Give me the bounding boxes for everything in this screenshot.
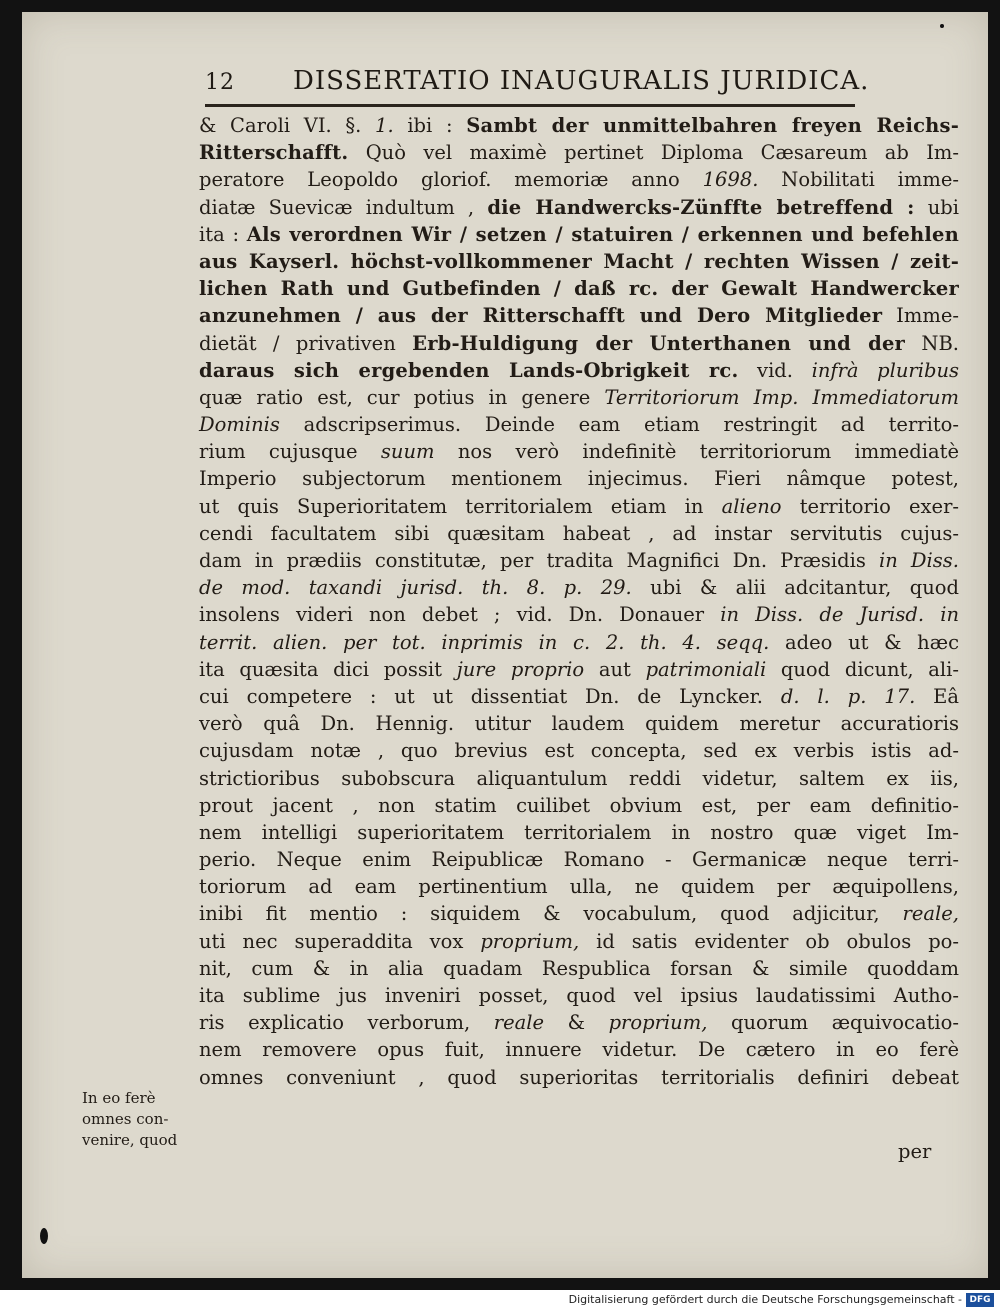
text-line [199,574,959,601]
text-segment: uti nec superaddita vox [199,929,481,953]
text-line [199,846,959,873]
text-line [199,955,959,982]
italic-text: 1698. [702,168,759,192]
text-segment: toriorum ad eam pertinentium ulla, ne quidem per æquipollens, [199,875,959,899]
text-line [199,656,959,683]
text-segment: ita sublime jus inveniri posset, quod vel ipsius laudatissimi Autho- [199,984,959,1007]
text-segment: & [544,1011,609,1035]
text-segment: ubi & alii adcitantur, quod [631,576,959,600]
text-line [199,547,959,574]
italic-text: territ. alien. per tot. inprimis in c. 2. th. 4. seqq. [199,630,770,654]
text-line [199,112,959,139]
ink-blot [40,1228,48,1244]
text-segment: Eâ [915,684,960,708]
text-line [199,737,959,764]
text-segment: nit, cum & in alia quadam Respublica forsan & simile quoddam [199,956,959,980]
text-line [199,765,959,792]
text-segment: quorum æquivocatio- [707,1011,959,1035]
text-segment: ibi : [393,114,467,137]
text-segment: territorio exer- [781,494,959,518]
italic-text: patrimoniali [645,657,767,681]
text-line [199,900,959,927]
text-segment: prout jacent , non statim cuilibet obvium est, per eam definitio- [199,793,959,817]
italic-text: 1. [375,114,394,137]
text-line [199,792,959,819]
text-segment: Imme- [882,304,959,328]
text-line [199,601,959,628]
text-segment: cui competere : ut ut dissentiat Dn. de Lyncker. [199,684,781,708]
text-segment: ita quæsita dici possit [199,657,457,681]
text-line [199,819,959,846]
text-segment: verò quâ Dn. Hennig. utitur laudem quidem meretur accuratioris [199,712,959,736]
text-line [199,302,959,329]
text-line [199,873,959,900]
page-title: DISSERTATIO INAUGURALIS JURIDICA. [293,66,870,96]
italic-text: in Diss. de Jurisd. in [720,603,959,627]
text-segment: inibi fit mentio : siquidem & vocabulum, quod adjicitur, [199,902,903,926]
text-line [199,330,959,357]
text-segment: strictioribus subobscura aliquantulum reddi videtur, saltem ex iis, [199,766,959,790]
text-line [199,166,959,193]
text-line [199,465,959,492]
fraktur-text: Ritterschafft. [199,141,349,165]
text-line [199,275,959,302]
margin-note-line: In eo ferè [82,1089,156,1107]
digitization-credit: Digitalisierung gefördert durch die Deutsche Forschungsgemeinschaft - [568,1293,962,1306]
ink-mark [940,24,944,28]
text-line [199,1036,959,1063]
text-line [199,438,959,465]
text-segment: & Caroli VI. §. [199,114,376,137]
fraktur-text: aus Kayserl. höchst-vollkommener Macht / rechten Wissen / zeit- [199,249,959,273]
text-segment: peratore Leopoldo gloriof. memoriæ anno [199,168,703,192]
text-line [199,493,959,520]
text-segment: nos verò indefinitè territoriorum immediatè [434,440,959,464]
text-line [199,357,959,384]
fraktur-text: lichen Rath und Gutbefinden / daß rc. der Gewalt Handwercker [199,277,959,301]
text-segment: ita : [199,222,247,246]
text-line [199,139,959,166]
text-line [199,248,959,275]
text-segment: rium cujusque [199,440,381,464]
italic-text: alieno [721,494,782,518]
footer-bar [0,1290,1000,1311]
text-segment: cujusdam notæ , quo brevius est concepta, sed ex verbis istis ad- [199,739,959,763]
main-text-block [199,112,959,1091]
text-segment: dam in prædiis constitutæ, per tradita Magnifici Dn. Præsidis [199,549,880,572]
text-line [199,982,959,1009]
text-segment: cendi facultatem sibi quæsitam habeat , ad instar servitutis cujus- [199,521,959,545]
catchword: per [898,1140,932,1163]
italic-text: infrà pluribus [811,358,960,382]
text-segment: Nobilitati imme- [758,168,960,192]
italic-text: d. l. p. 17. [780,684,916,708]
dfg-logo: DFG [966,1293,994,1307]
text-segment: vid. [738,358,812,382]
italic-text: Territoriorum Imp. Immediatorum [604,385,960,409]
fraktur-text: daraus sich ergebenden Lands-Obrigkeit rc. [199,358,739,382]
italic-text: proprium, [480,929,580,953]
text-line [199,221,959,248]
text-line [199,710,959,737]
text-segment: adeo ut & hæc [769,630,959,654]
fraktur-text: Als verordnen Wir / setzen / statuiren / erkennen und befehlen [246,222,959,246]
italic-text: Dominis [199,413,280,437]
text-line [199,1064,959,1091]
page-number: 12 [205,70,235,95]
text-segment: Quò vel maximè pertinet Diploma Cæsareum ab Im- [348,141,959,165]
italic-text: reale [493,1011,545,1035]
margin-note-line: venire, quod [82,1131,178,1149]
text-line [199,928,959,955]
italic-text: suum [380,440,435,464]
italic-text: de mod. taxandi jurisd. th. 8. p. 29. [199,576,632,600]
text-segment: ubi [914,195,959,219]
text-segment: quæ ratio est, cur potius in genere [199,385,605,409]
header-rule [205,104,855,107]
italic-text: jure proprio [456,657,585,681]
fraktur-text: anzunehmen / aus der Ritterschafft und Dero Mitglieder [199,304,883,328]
fraktur-text: Erb-Huldigung der Unterthanen und der [412,331,906,355]
text-segment: dietät / privativen [199,331,413,355]
text-line [199,194,959,221]
text-segment: ut quis Superioritatem territorialem etiam in [199,494,722,518]
text-line [199,411,959,438]
text-segment: perio. Neque enim Reipublicæ Romano - Germanicæ neque terri- [199,848,959,872]
italic-text: proprium, [608,1011,708,1035]
margin-note-line: omnes con- [82,1110,169,1128]
text-segment: nem removere opus fuit, innuere videtur. De cætero in eo ferè [199,1038,959,1062]
text-segment: nem intelligi superioritatem territorialem in nostro quæ viget Im- [199,820,959,844]
margin-note [82,1088,202,1151]
text-line [199,1009,959,1036]
text-segment: insolens videri non debet ; vid. Dn. Donauer [199,603,721,627]
running-head [205,66,870,96]
text-segment: diatæ Suevicæ indultum , [199,195,488,219]
text-segment: Imperio subjectorum mentionem injecimus. Fieri nâmque potest, [199,467,959,491]
text-line [199,384,959,411]
text-segment: aut [584,657,646,681]
text-segment: NB. [905,331,960,355]
text-segment: quod dicunt, ali- [766,657,959,681]
text-segment: adscripserimus. Deinde eam etiam restringit ad territo- [279,413,959,437]
text-line [199,629,959,656]
text-segment: ris explicatio verborum, [199,1011,494,1035]
italic-text: in Diss. [879,549,960,572]
text-segment: id satis evidenter ob obulos po- [579,929,960,953]
fraktur-text: die Handwercks-Zünffte betreffend : [487,195,915,219]
fraktur-text: Sambt der unmittelbahren freyen Reichs- [466,114,960,137]
text-line [199,520,959,547]
text-segment: omnes conveniunt , quod superioritas territorialis definiri debeat [199,1065,959,1089]
italic-text: reale, [902,902,959,926]
text-line [199,683,959,710]
